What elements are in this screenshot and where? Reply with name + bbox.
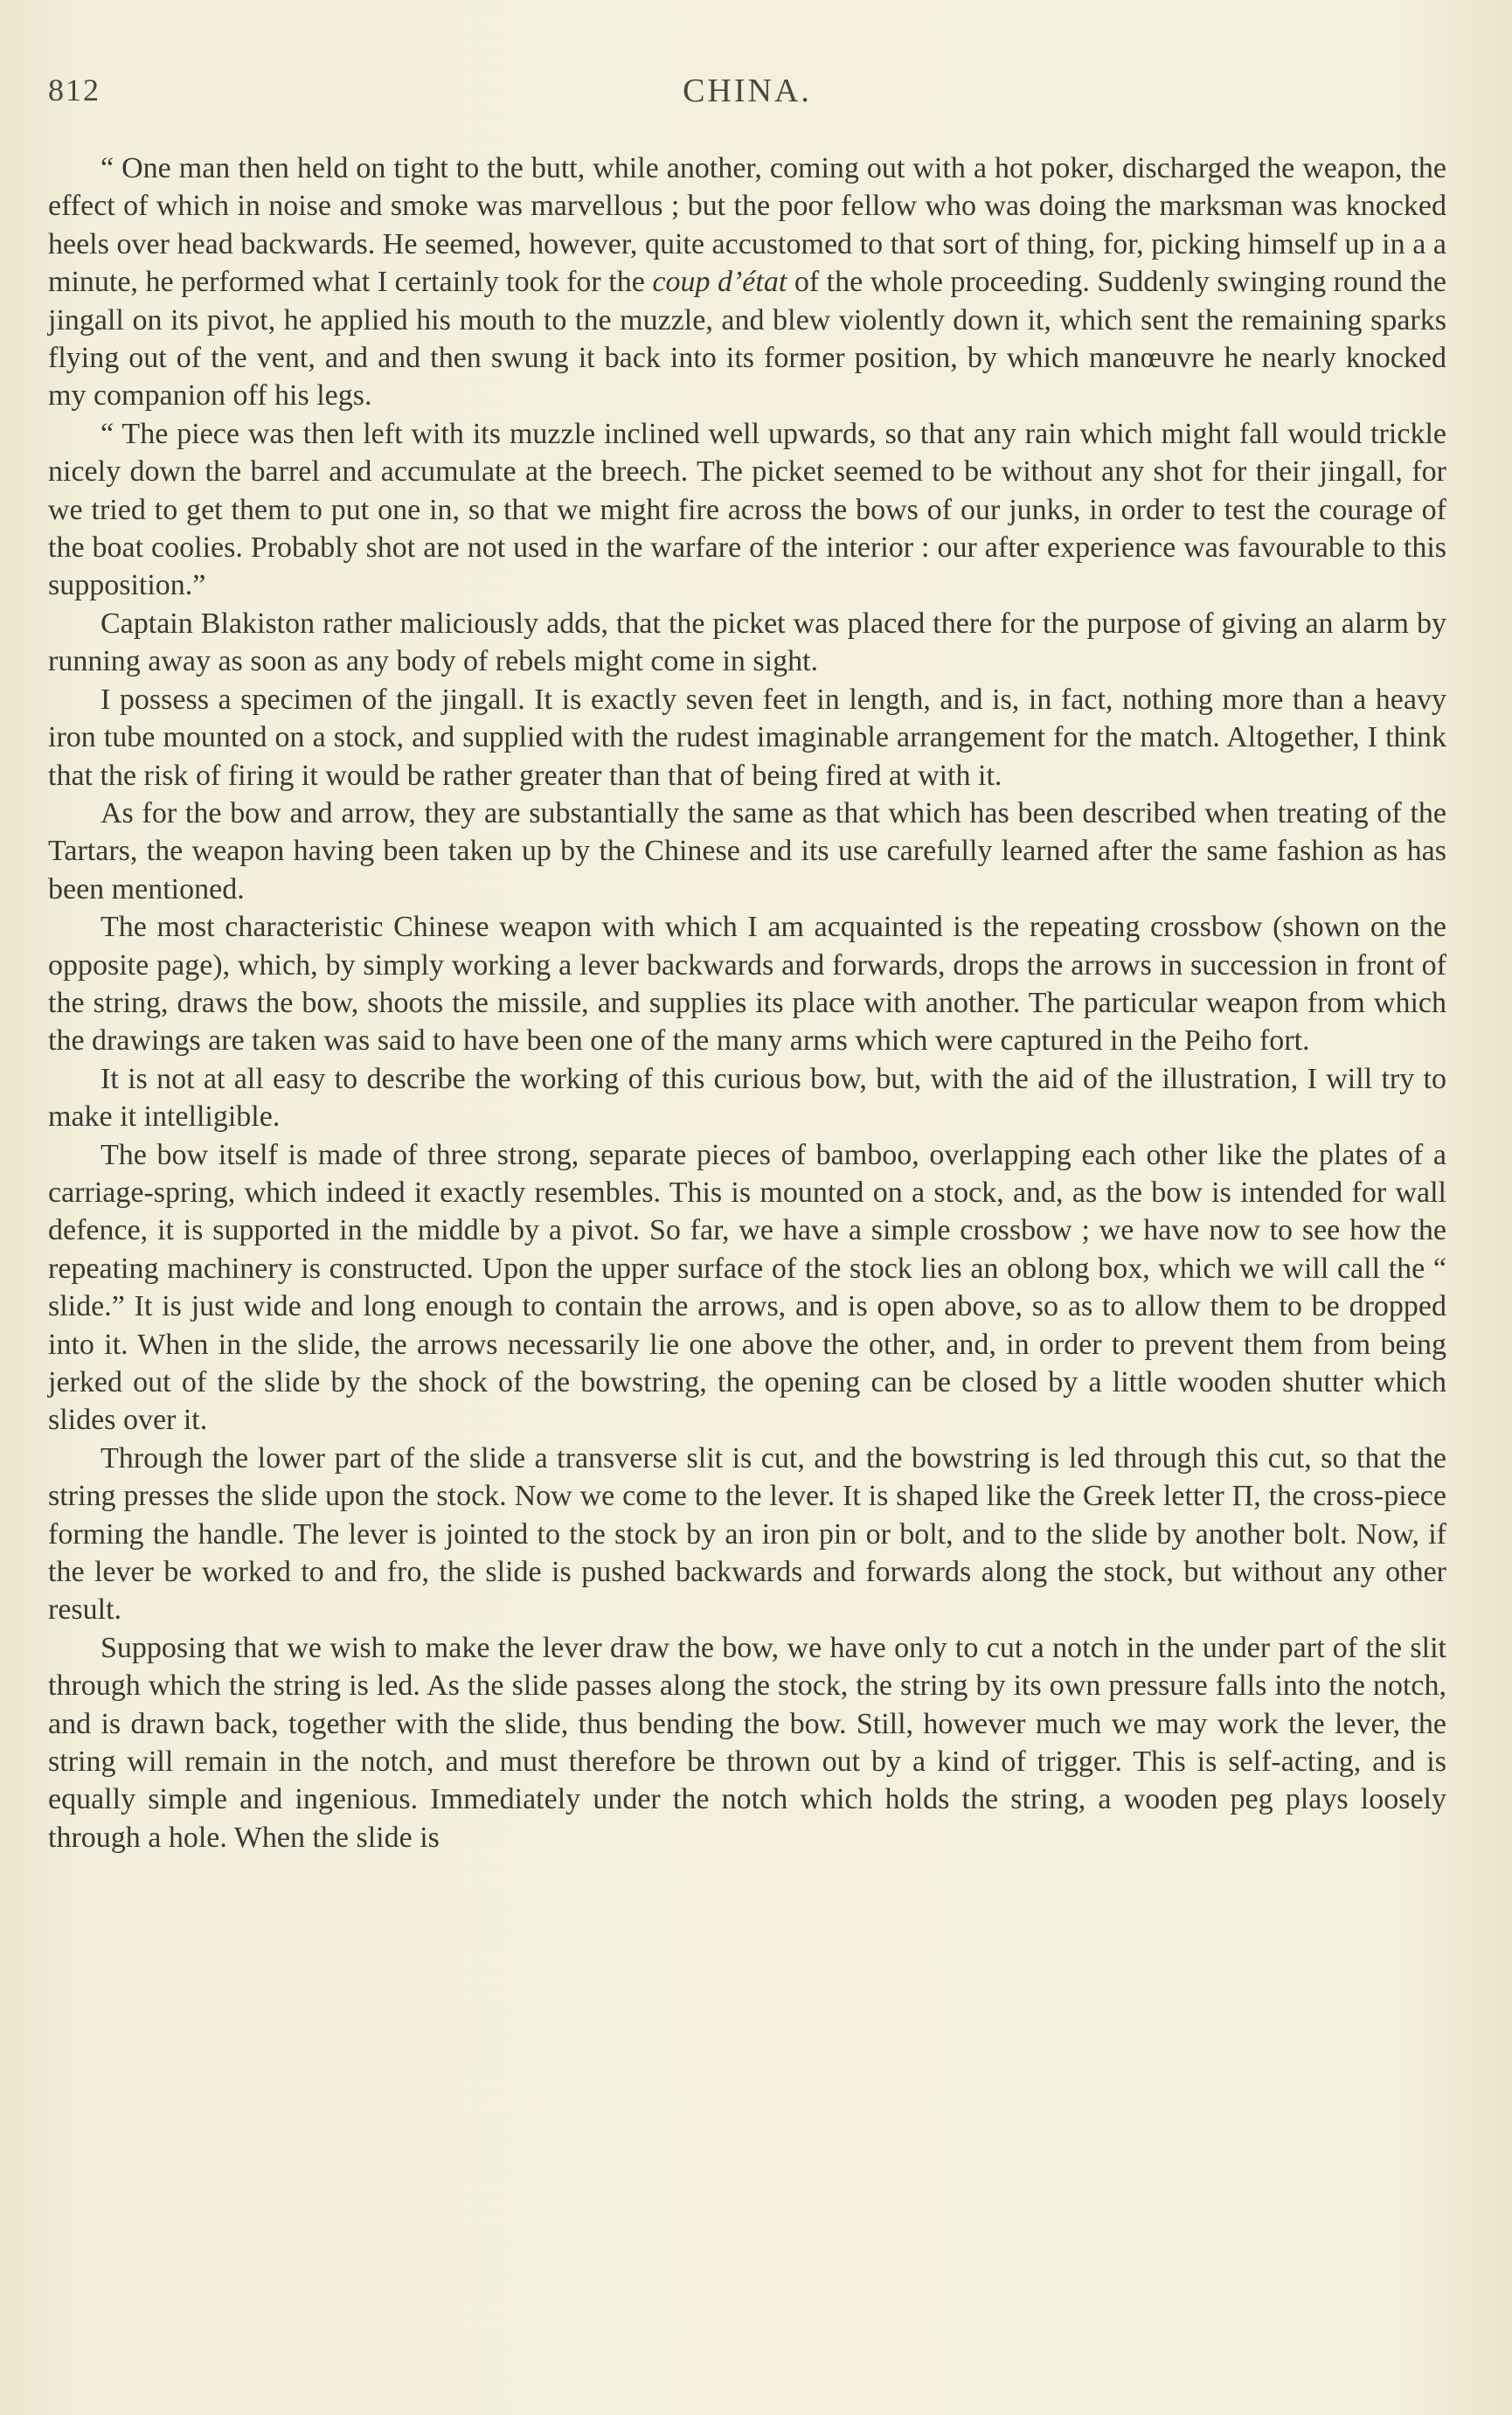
body-text: [48, 149, 1446, 1856]
paragraph-text: of the whole proceeding. Suddenly swinging round the jingall on its pivot, he applied his mouth to the muzzle, and blew violently down it, which sent the remaining sparks flying out of the vent, and and then swung it back into its former position, by which manœuvre he nearly knocked my companion off his legs.: [48, 266, 1447, 413]
page-number: 812: [48, 73, 101, 108]
paragraph: Through the lower part of the slide a transverse slit is cut, and the bowstring is led through this cut, so that the string presses the slide upon the stock. Now we come to the lever. It is shaped like the Greek letter Π, the cross-piece forming the handle. The lever is jointed to the stock by an iron pin or bolt, and to the slide by another bolt. Now, if the lever be worked to and fro, the slide is pushed backwards and forwards along the stock, but without any other result.: [48, 1441, 1446, 1627]
paragraph: Captain Blakiston rather maliciously adds, that the picket was placed there for the purpose of giving an alarm by running away as soon as any body of rebels might come in sight.: [48, 607, 1446, 678]
running-head: CHINA.: [683, 73, 812, 109]
paragraph: [48, 149, 1446, 415]
paragraph: As for the bow and arrow, they are substantially the same as that which has been described when treating of the Tartars, the weapon having been taken up by the Chinese and its use carefully learned after the same fashion as has been mentioned.: [48, 796, 1446, 906]
paragraph: “ The piece was then left with its muzzle inclined well upwards, so that any rain which might fall would trickle nicely down the barrel and accumulate at the breech. The picket seemed to be without any shot for their jingall, for we tried to get them to put one in, so that we might fire across the bows of our junks, in order to test the courage of the boat coolies. Probably shot are not used in the warfare of the interior : our after experience was favourable to this supposition.”: [48, 417, 1446, 602]
paragraph: The bow itself is made of three strong, separate pieces of bamboo, overlapping each other like the plates of a carriage-spring, which indeed it exactly resembles. This is mounted on a stock, and, as the bow is intended for wall defence, it is supported in the middle by a pivot. So far, we have a simple crossbow ; we have now to see how the repeating machinery is constructed. Upon the upper surface of the stock lies an oblong box, which we will call the “ slide.” It is just wide and long enough to contain the arrows, and is open above, so as to allow them to be dropped into it. When in the slide, the arrows necessarily lie one above the other, and, in order to prevent them from being jerked out of the slide by the shock of the bowstring, the opening can be closed by a little wooden shutter which slides over it.: [48, 1138, 1446, 1437]
paragraph-text: “ One man then held on tight to the butt, while another, coming out with a hot poker, discharged the weapon, the effect of which in noise and smoke was marvellous ; but the poor fellow who was doing the marksman was knocked heels over head backwards. He seemed, however, quite accustomed to that sort of thing, for, picking himself up in a a minute, he performed what I certainly took for the: [48, 152, 1446, 299]
paragraph: I possess a specimen of the jingall. It is exactly seven feet in length, and is, in fact, nothing more than a heavy iron tube mounted on a stock, and supplied with the rudest imaginable arrangement for the match. Altogether, I think that the risk of firing it would be rather greater than that of being fired at with it.: [48, 683, 1446, 792]
paragraph: It is not at all easy to describe the working of this curious bow, but, with the aid of the illustration, I will try to make it intelligible.: [48, 1062, 1446, 1134]
italic-phrase: coup d’état: [652, 266, 787, 299]
paragraph: The most characteristic Chinese weapon with which I am acquainted is the repeating crossbow (shown on the opposite page), which, by simply working a lever backwards and forwards, drops the arrows in succession in front of the string, draws the bow, shoots the missile, and supplies its place with another. The particular weapon from which the drawings are taken was said to have been one of the many arms which were captured in the Peiho fort.: [48, 911, 1446, 1058]
paragraph: Supposing that we wish to make the lever draw the bow, we have only to cut a notch in the under part of the slit through which the string is led. As the slide passes along the stock, the string by its own pressure falls into the notch, and is drawn back, together with the slide, thus bending the bow. Still, however much we may work the lever, the string will remain in the notch, and must therefore be thrown out by a kind of trigger. This is self-acting, and is equally simple and ingenious. Immediately under the notch which holds the string, a wooden peg plays loosely through a hole. When the slide is: [48, 1631, 1446, 1854]
page-header: [48, 72, 1446, 124]
